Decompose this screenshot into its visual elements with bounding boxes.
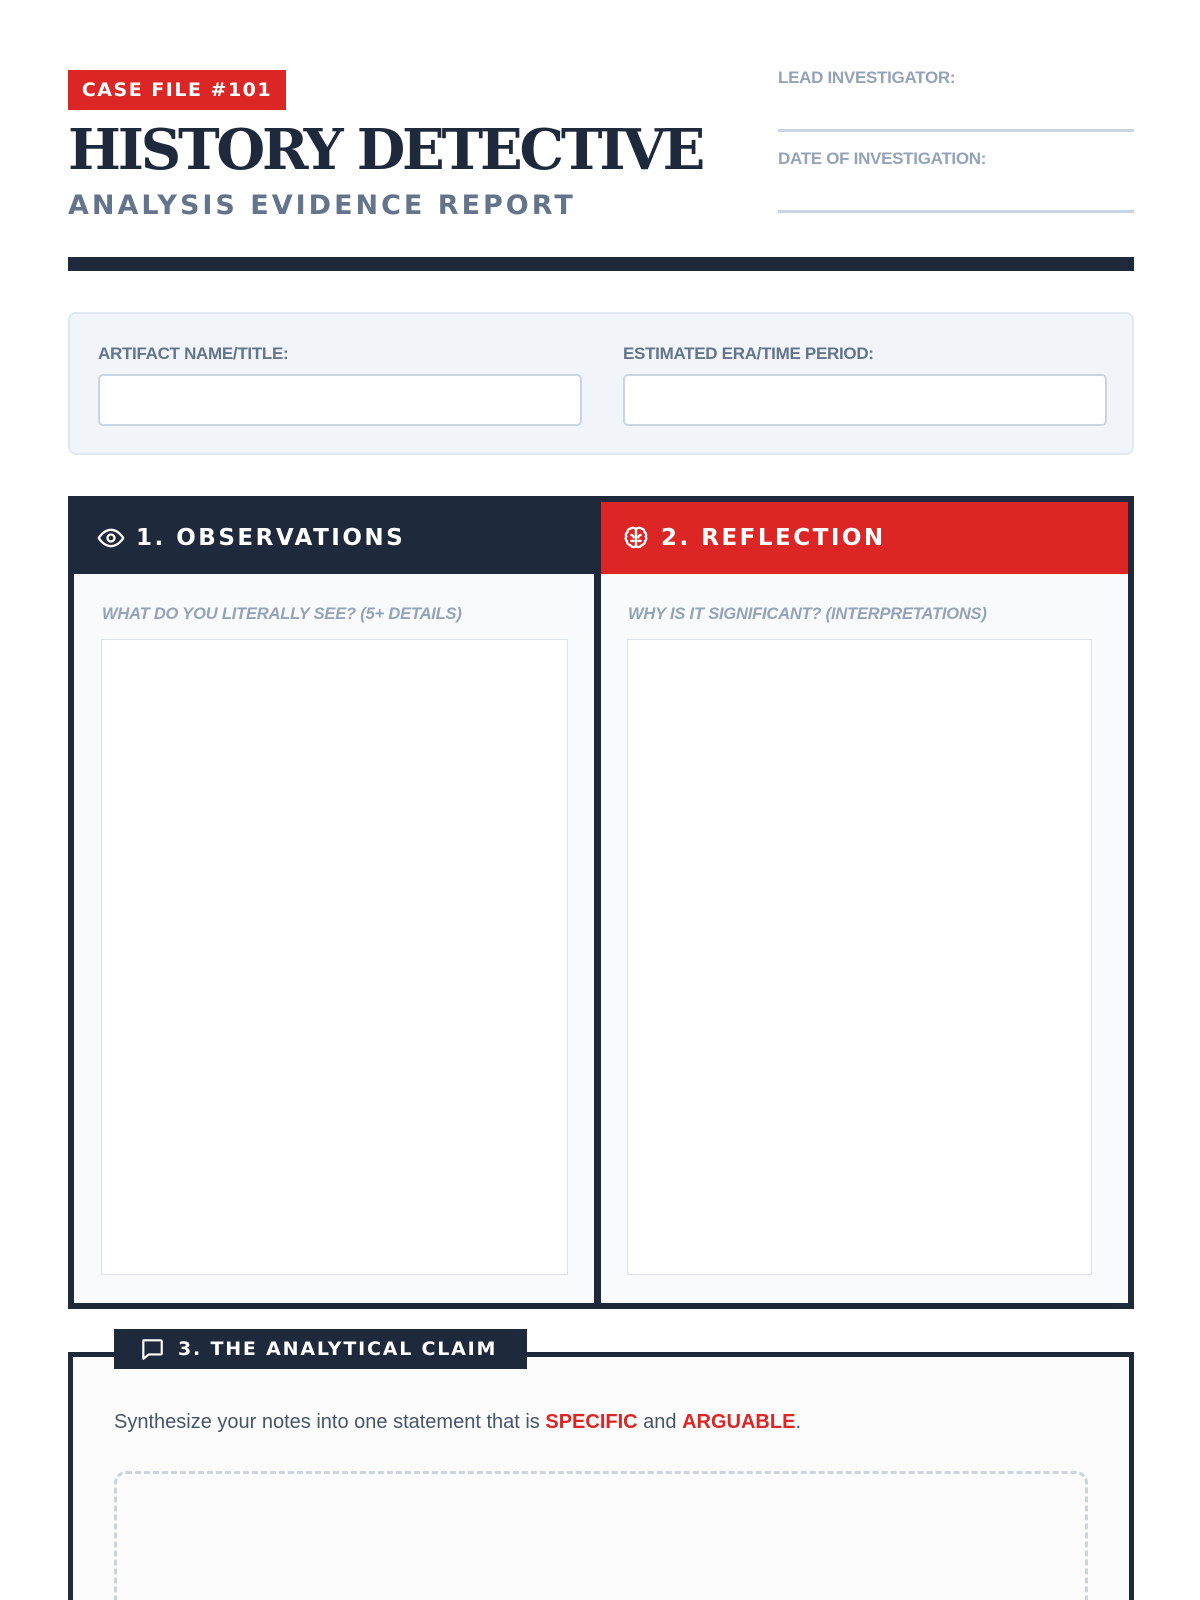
eye-icon bbox=[96, 523, 126, 553]
claim-header bbox=[114, 1329, 527, 1369]
page-title: HISTORY DETECTIVE bbox=[68, 117, 703, 183]
reflection-panel bbox=[601, 502, 1128, 1303]
page-subtitle: ANALYSIS EVIDENCE REPORT bbox=[68, 190, 576, 221]
claim-instruction-end: . bbox=[795, 1411, 801, 1433]
arguable-highlight: ARGUABLE bbox=[682, 1411, 796, 1433]
reflection-title: 2. REFLECTION bbox=[661, 525, 886, 551]
worksheet-page bbox=[68, 0, 1134, 1600]
speech-bubble-icon bbox=[138, 1335, 166, 1363]
observations-panel bbox=[74, 502, 594, 1303]
era-label: ESTIMATED ERA/TIME PERIOD: bbox=[623, 344, 874, 363]
reflection-notes-area[interactable] bbox=[627, 639, 1092, 1275]
observations-prompt: WHAT DO YOU LITERALLY SEE? (5+ DETAILS) bbox=[102, 605, 462, 623]
observations-header bbox=[74, 502, 594, 574]
claim-instruction-joiner: and bbox=[637, 1411, 683, 1433]
claim-title: 3. THE ANALYTICAL CLAIM bbox=[178, 1338, 498, 1360]
artifact-name-field[interactable] bbox=[98, 374, 582, 426]
reflection-prompt: WHY IS IT SIGNIFICANT? (INTERPRETATIONS) bbox=[628, 605, 987, 623]
artifact-info-box bbox=[68, 312, 1134, 455]
lead-investigator-field[interactable] bbox=[778, 129, 1134, 132]
artifact-name-label: ARTIFACT NAME/TITLE: bbox=[98, 344, 289, 363]
claim-instructions bbox=[114, 1411, 801, 1434]
observations-notes-area[interactable] bbox=[101, 639, 568, 1275]
reflection-header bbox=[601, 502, 1128, 574]
lead-investigator-label: LEAD INVESTIGATOR: bbox=[778, 68, 956, 87]
header-divider bbox=[68, 257, 1134, 271]
brain-icon bbox=[621, 523, 651, 553]
date-of-investigation-label: DATE OF INVESTIGATION: bbox=[778, 149, 987, 168]
era-field[interactable] bbox=[623, 374, 1107, 426]
date-of-investigation-field[interactable] bbox=[778, 210, 1134, 213]
claim-instruction-text: Synthesize your notes into one statement that is bbox=[114, 1411, 546, 1433]
specific-highlight: SPECIFIC bbox=[545, 1411, 638, 1433]
observations-title: 1. OBSERVATIONS bbox=[136, 525, 406, 551]
claim-writing-area[interactable] bbox=[114, 1471, 1088, 1600]
case-file-badge: CASE FILE #101 bbox=[68, 70, 286, 110]
analysis-frame bbox=[68, 496, 1134, 1309]
